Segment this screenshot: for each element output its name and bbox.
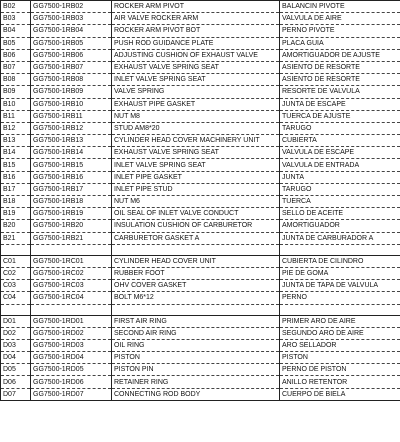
part-number-cell: GG7500-1RB11 [31, 110, 112, 122]
english-name-cell: RUBBER FOOT [112, 267, 280, 279]
part-code-cell: C02 [1, 267, 31, 279]
spanish-name-cell: ASIENTO DE RESORTE [280, 74, 400, 86]
part-code-cell: B03 [1, 13, 31, 25]
part-number-cell: GG7500-1RB12 [31, 122, 112, 134]
part-code-cell: B02 [1, 1, 31, 13]
spanish-name-cell: BALANCIN PIVOTE [280, 1, 400, 13]
part-code-cell: D01 [1, 315, 31, 327]
part-number-cell: GG7500-1RB16 [31, 171, 112, 183]
spanish-name-cell [280, 244, 400, 255]
table-row [1, 376, 400, 388]
blank-separator-row [1, 244, 400, 255]
spanish-name-cell: VALVULA DE AIRE [280, 13, 400, 25]
part-code-cell: B08 [1, 74, 31, 86]
spanish-name-cell: JUNTA DE CARBURADOR A [280, 232, 400, 244]
english-name-cell: INLET VALVE SPRING SEAT [112, 159, 280, 171]
part-code-cell: B10 [1, 98, 31, 110]
part-code-cell: B16 [1, 171, 31, 183]
part-number-cell: GG7500-1RB21 [31, 232, 112, 244]
table-row [1, 110, 400, 122]
part-code-cell: B21 [1, 232, 31, 244]
table-row [1, 122, 400, 134]
english-name-cell: INSULATION CUSHION OF CARBURETOR [112, 220, 280, 232]
part-number-cell: GG7500-1RB02 [31, 1, 112, 13]
part-number-cell: GG7500-1RD07 [31, 388, 112, 400]
spanish-name-cell: TUERCA [280, 196, 400, 208]
spanish-name-cell: RESORTE DE VALVULA [280, 86, 400, 98]
part-code-cell: D06 [1, 376, 31, 388]
part-number-cell: GG7500-1RD02 [31, 327, 112, 339]
part-code-cell: B20 [1, 220, 31, 232]
english-name-cell [112, 304, 280, 315]
table-row [1, 37, 400, 49]
english-name-cell: ADJUSTING CUSHION OF EXHAUST VALVE [112, 49, 280, 61]
part-code-cell: B05 [1, 37, 31, 49]
table-row [1, 232, 400, 244]
english-name-cell: PISTON [112, 352, 280, 364]
part-code-cell: D07 [1, 388, 31, 400]
table-row [1, 196, 400, 208]
english-name-cell: FIRST AIR RING [112, 315, 280, 327]
spanish-name-cell: ASIENTO DE RESORTE [280, 61, 400, 73]
english-name-cell: CYLINDER HEAD COVER UNIT [112, 255, 280, 267]
part-number-cell: GG7500-1RD04 [31, 352, 112, 364]
english-name-cell: AIR VALVE ROCKER ARM [112, 13, 280, 25]
part-code-cell: B06 [1, 49, 31, 61]
part-code-cell: D02 [1, 327, 31, 339]
english-name-cell: PUSH ROD GUIDANCE PLATE [112, 37, 280, 49]
part-number-cell: GG7500-1RB03 [31, 13, 112, 25]
part-code-cell: B13 [1, 135, 31, 147]
spanish-name-cell: JUNTA DE ESCAPE [280, 98, 400, 110]
english-name-cell: RETAINER RING [112, 376, 280, 388]
table-row [1, 183, 400, 195]
part-code-cell: B07 [1, 61, 31, 73]
part-number-cell [31, 244, 112, 255]
part-number-cell: GG7500-1RC02 [31, 267, 112, 279]
table-row [1, 86, 400, 98]
spanish-name-cell: ARO SELLADOR [280, 339, 400, 351]
part-number-cell: GG7500-1RB08 [31, 74, 112, 86]
part-number-cell: GG7500-1RB13 [31, 135, 112, 147]
part-number-cell: GG7500-1RB19 [31, 208, 112, 220]
english-name-cell: OIL SEAL OF INLET VALVE CONDUCT [112, 208, 280, 220]
part-code-cell: B14 [1, 147, 31, 159]
part-number-cell: GG7500-1RC03 [31, 280, 112, 292]
part-number-cell: GG7500-1RD01 [31, 315, 112, 327]
english-name-cell: INLET PIPE GASKET [112, 171, 280, 183]
table-row [1, 352, 400, 364]
spanish-name-cell: JUNTA DE TAPA DE VALVULA [280, 280, 400, 292]
part-code-cell: D04 [1, 352, 31, 364]
spanish-name-cell: PERNO PIVOTE [280, 25, 400, 37]
part-number-cell: GG7500-1RD05 [31, 364, 112, 376]
part-number-cell: GG7500-1RB04 [31, 25, 112, 37]
english-name-cell: INLET PIPE STUD [112, 183, 280, 195]
table-row [1, 159, 400, 171]
table-row [1, 49, 400, 61]
part-code-cell: B09 [1, 86, 31, 98]
spanish-name-cell [280, 304, 400, 315]
table-row [1, 135, 400, 147]
part-number-cell: GG7500-1RB18 [31, 196, 112, 208]
english-name-cell: EXHAUST PIPE GASKET [112, 98, 280, 110]
english-name-cell [112, 244, 280, 255]
spanish-name-cell: PERNO DE PISTON [280, 364, 400, 376]
part-code-cell: C04 [1, 292, 31, 304]
spanish-name-cell: VALVULA DE ENTRADA [280, 159, 400, 171]
english-name-cell: NUT M6 [112, 196, 280, 208]
part-code-cell: C03 [1, 280, 31, 292]
english-name-cell: EXHAUST VALVE SPRING SEAT [112, 147, 280, 159]
spanish-name-cell: SELLO DE ACEITE [280, 208, 400, 220]
spanish-name-cell: VALVULA DE ESCAPE [280, 147, 400, 159]
spanish-name-cell: TARUGO [280, 122, 400, 134]
english-name-cell: CARBURETOR GASKET A [112, 232, 280, 244]
part-code-cell [1, 244, 31, 255]
table-row [1, 388, 400, 400]
english-name-cell: OHV COVER GASKET [112, 280, 280, 292]
part-number-cell: GG7500-1RB17 [31, 183, 112, 195]
part-number-cell: GG7500-1RB07 [31, 61, 112, 73]
part-code-cell: D05 [1, 364, 31, 376]
blank-separator-row [1, 304, 400, 315]
part-number-cell: GG7500-1RB09 [31, 86, 112, 98]
part-number-cell [31, 304, 112, 315]
table-row [1, 147, 400, 159]
english-name-cell: OIL RING [112, 339, 280, 351]
part-code-cell: B04 [1, 25, 31, 37]
parts-list-body [1, 1, 400, 401]
spanish-name-cell: TUERCA DE AJUSTE [280, 110, 400, 122]
english-name-cell: STUD AM8*20 [112, 122, 280, 134]
part-code-cell: B11 [1, 110, 31, 122]
table-row [1, 280, 400, 292]
spanish-name-cell: AMORTIGUADOR [280, 220, 400, 232]
english-name-cell: PISTON PIN [112, 364, 280, 376]
part-number-cell: GG7500-1RB05 [31, 37, 112, 49]
spanish-name-cell: SEGUNDO ARO DE AIRE [280, 327, 400, 339]
table-row [1, 339, 400, 351]
table-row [1, 327, 400, 339]
part-code-cell: B12 [1, 122, 31, 134]
spanish-name-cell: PERNO [280, 292, 400, 304]
part-code-cell: B18 [1, 196, 31, 208]
table-row [1, 98, 400, 110]
part-code-cell [1, 304, 31, 315]
english-name-cell: NUT M8 [112, 110, 280, 122]
spanish-name-cell: CUBIERTA DE CILINDRO [280, 255, 400, 267]
english-name-cell: EXHAUST VALVE SPRING SEAT [112, 61, 280, 73]
table-row [1, 220, 400, 232]
part-code-cell: D03 [1, 339, 31, 351]
spanish-name-cell: AMORTIGUADOR DE AJUSTE [280, 49, 400, 61]
part-number-cell: GG7500-1RC04 [31, 292, 112, 304]
part-number-cell: GG7500-1RB20 [31, 220, 112, 232]
spanish-name-cell: JUNTA [280, 171, 400, 183]
part-number-cell: GG7500-1RB10 [31, 98, 112, 110]
english-name-cell: ROCKER ARM PIVOT [112, 1, 280, 13]
english-name-cell: VALVE SPRING [112, 86, 280, 98]
table-row [1, 13, 400, 25]
spanish-name-cell: PRIMER ARO DE AIRE [280, 315, 400, 327]
part-code-cell: B17 [1, 183, 31, 195]
spanish-name-cell: PLACA GUIA [280, 37, 400, 49]
part-number-cell: GG7500-1RC01 [31, 255, 112, 267]
english-name-cell: BOLT M6*12 [112, 292, 280, 304]
table-row [1, 208, 400, 220]
part-code-cell: B19 [1, 208, 31, 220]
table-row [1, 255, 400, 267]
table-row [1, 315, 400, 327]
table-row [1, 364, 400, 376]
spanish-name-cell: CUERPO DE BIELA [280, 388, 400, 400]
part-code-cell: B15 [1, 159, 31, 171]
english-name-cell: ROCKER ARM PIVOT BOT [112, 25, 280, 37]
table-row [1, 25, 400, 37]
part-number-cell: GG7500-1RB06 [31, 49, 112, 61]
spanish-name-cell: PISTON [280, 352, 400, 364]
table-row [1, 61, 400, 73]
english-name-cell: SECOND AIR RING [112, 327, 280, 339]
spanish-name-cell: CUBIERTA [280, 135, 400, 147]
spanish-name-cell: ANILLO RETENTOR [280, 376, 400, 388]
spanish-name-cell: PIE DE GOMA [280, 267, 400, 279]
part-number-cell: GG7500-1RB15 [31, 159, 112, 171]
english-name-cell: INLET VALVE SPRING SEAT [112, 74, 280, 86]
table-row [1, 74, 400, 86]
table-row [1, 292, 400, 304]
english-name-cell: CONNECTING ROD BODY [112, 388, 280, 400]
english-name-cell: CYLINDER HEAD COVER MACHINERY UNIT [112, 135, 280, 147]
part-code-cell: C01 [1, 255, 31, 267]
part-number-cell: GG7500-1RB14 [31, 147, 112, 159]
table-row [1, 1, 400, 13]
part-number-cell: GG7500-1RD06 [31, 376, 112, 388]
spanish-name-cell: TARUGO [280, 183, 400, 195]
table-row [1, 267, 400, 279]
part-number-cell: GG7500-1RD03 [31, 339, 112, 351]
table-row [1, 171, 400, 183]
